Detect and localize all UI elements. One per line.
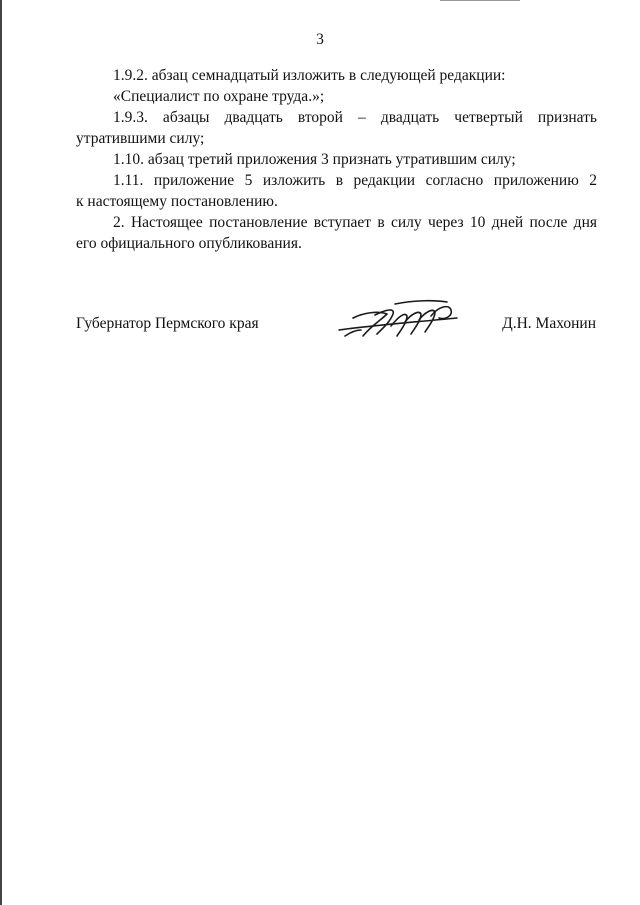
page-number: 3: [316, 31, 324, 48]
quoted-position-text: «Специалист по охране труда.»;: [113, 88, 325, 105]
signatory-name: Д.Н. Махонин: [502, 315, 596, 332]
scan-left-edge: [0, 0, 2, 905]
paragraph-2-line-2: его официального опубликования.: [76, 235, 302, 252]
paragraph-1-9-2: 1.9.2. абзац семнадцатый изложить в следующей редакции:: [113, 67, 506, 84]
paragraph-1-10: 1.10. абзац третий приложения 3 признать утратившим силу;: [113, 151, 516, 168]
scan-top-mark: [440, 0, 520, 1]
signatory-title: Губернатор Пермского края: [76, 315, 259, 332]
paragraph-1-9-3-line-1: 1.9.3. абзацы двадцать второй – двадцать четвертый признать: [113, 109, 597, 126]
paragraph-1-9-3-line-2: утратившими силу;: [76, 130, 205, 147]
paragraph-2-line-1: 2. Настоящее постановление вступает в силу через 10 дней после дня: [113, 214, 597, 231]
paragraph-1-11-line-1: 1.11. приложение 5 изложить в редакции согласно приложению 2: [113, 172, 597, 189]
paragraph-1-11-line-2: к настоящему постановлению.: [76, 193, 278, 210]
handwritten-signature: [335, 296, 465, 346]
